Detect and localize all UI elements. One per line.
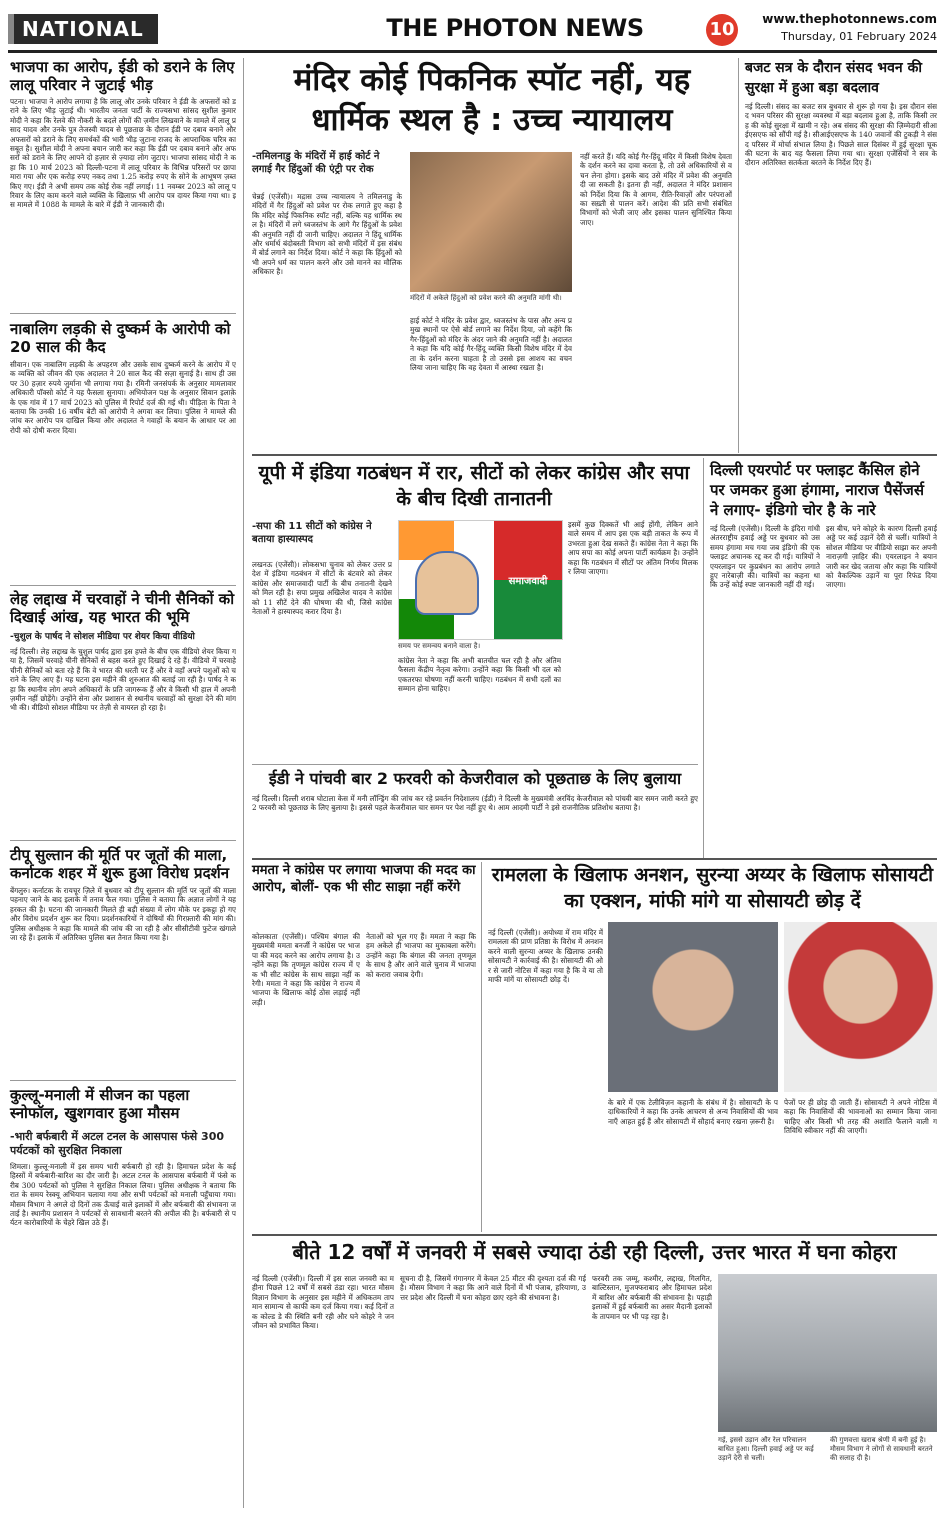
lead-body-1: चेन्नई (एजेंसी)। मद्रास उच्च न्यायालय ने तमिलनाडु के मंदिरों में गैर हिंदुओं को प्रवेश पर रोक लगाते हुए कहा है कि मंदिर कोई पिकनिक स्पॉट नहीं, बल्कि यह धार्मिक स्थल है। मंदिरों में लगे ध्वजस्तंभ के आगे गैर हिंदुओं के प्रवेश की अनुमति नहीं दी जानी चाहिए। अदालत ने हिंदू धार्मिक और धर्मार्थ बंदोबस्ती विभाग को सभी मंदिरों में इस संबंध में बोर्ड लगाने का निर्देश दिया। कोर्ट ने कहा कि हिंदुओं को भी अपने धर्म का पालन करने और उसे मानने का मौलिक अधिकार है। [252, 192, 402, 277]
divider [252, 1234, 937, 1236]
airport-body-1: नई दिल्ली (एजेंसी)। दिल्ली के इंदिरा गांधी अंतरराष्ट्रीय हवाई अड्डे पर बुधवार को उस समय हंगामा मच गया जब इंडिगो की एक फ्लाइट अचानक रद्द कर दी गई। यात्रियों ने एयरलाइन पर कुप्रबंधन का आरोप लगाते हुए नारेबाज़ी की। यात्रियों का कहना था कि उन्हें कोई स्पष्ट जानकारी नहीं दी गई। [710, 524, 820, 590]
photo-caption: की गुणवत्ता खराब श्रेणी में बनी हुई है। मौसम विभाग ने लोगों से सावधानी बरतने की सलाह दी है। [830, 1436, 933, 1462]
column-divider [738, 58, 739, 453]
lead-body-2: हाई कोर्ट ने मंदिर के प्रवेश द्वार, ध्वजस्तंभ के पास और अन्य प्रमुख स्थानों पर ऐसे बोर्ड लगाने का निर्देश दिया, जो कहेंगे कि गैर-हिंदुओं को मंदिर के अंदर जाने की अनुमति नहीं है। अदालत ने कहा कि यदि कोई गैर-हिंदू व्यक्ति किसी विशेष मंदिर में देवता के दर्शन करना चाहता है तो उससे इस आशय का वचन लिया जाना चाहिए कि वह देवता में आस्था रखता है। [410, 316, 572, 373]
newspaper-logo: THE PHOTON NEWS [386, 14, 644, 42]
kicker: -भारी बर्फबारी में अटल टनल के आसपास फंसे 300 पर्यटकों को सुरक्षित निकाला [10, 1130, 224, 1157]
india-body-3: इसमें कुछ दिक्कतें भी आई होंगी, लेकिन आने वाले समय में आप इस एक बड़ी ताकत के रूप में उभरता हुआ देख सकते हैं। कांग्रेस नेता ने कहा कि आप सपा का कोई अपना पार्टी कार्यक्रम है। उन्होंने कहा कि गठबंधन में सीटों पर अंतिम निर्णय मिलकर लिया जाएगा। [568, 520, 698, 577]
divider [10, 313, 236, 314]
story-body: पटना। भाजपा ने आरोप लगाया है कि लालू और उनके परिवार ने ईडी के अफसरों को डराने के लिए भीड़ जुटाई थी। भारतीय जनता पार्टी के राज्यसभा सांसद सुशील कुमार मोदी ने कहा कि रेलवे की नौकरी के बदले लोगों की ज़मीन लिखवाने के मामले में लालू प्रसाद यादव और उनके पुत्र तेजस्वी यादव से पूछताछ के दौरान ईडी पर दबाव बनाने और अफसरों को डराने के लिए समर्थकों की भारी भीड़ जुटाना राजद के आपराधिक चरित्र का सबूत है। सुशील मोदी ने अपना बयान जारी कर कहा कि ईडी पर दबाव बनाने और अफसरों को डराने के लिए आपने दो हज़ार से ज़्यादा लोग जुटाए। भाजपा सांसद मोदी ने कहा कि 10 मार्च 2023 को दिल्ली-पटना में लालू परिवार के विभिन्न परिसरों पर छापा मारा गया और एक करोड़ रुपए नकद तथा 1.25 करोड़ रुपए के सोने के आभूषण ज़ब्त किए गए। ईडी ने अभी समय तक कोई रोक नहीं लगाई। 11 नवम्बर 2023 को लालू परिवार के लिए काम करने वाले व्यक्ति के खिलाफ़ भी आरोप पत्र दायर किया गया था। इस मामले में 1088 के मामले के बारे में ईडी ने जानकारी दी। [10, 97, 236, 210]
cold-headline: बीते 12 वर्षों में जनवरी में सबसे ज्यादा ठंडी रही दिल्ली, उत्तर भारत में घना कोहरा [292, 1240, 897, 1264]
ramlala-body-2: के बारे में एक टेलीविज़न कहानी के संबंध में है। सोसायटी के पदाधिकारियों ने कहा कि उनके आचरण से अन्य निवासियों की भावनाएँ आहत हुई हैं और सोसायटी में सौहार्द बनाए रखना ज़रूरी है। [608, 1098, 778, 1126]
story-body: नई दिल्ली। संसद का बजट सत्र बुधवार से शुरू हो गया है। इस दौरान संसद भवन परिसर की सुरक्षा व्यवस्था में बड़ा बदलाव हुआ है, ताकि किसी तरह की कोई सुरक्षा में खामी न रहे। अब संसद की सुरक्षा की ज़िम्मेदारी सीआईएसएफ को सौंपी गई है। सीआईएसएफ के 140 जवानों की टुकड़ी ने संसद परिसर में मोर्चा संभाल लिया है। पिछले साल दिसंबर में हुई सुरक्षा चूक की घटना के बाद यह फैसला लिया गया था। सुरक्षा एजेंसियों ने सत्र के दौरान अतिरिक्त सतर्कता बरतने के निर्देश दिए हैं। [745, 102, 937, 168]
photo-caption: समय पर समन्वय बनाने वाला है। [398, 642, 481, 650]
story-body: नई दिल्ली। लेह लद्दाख के चुशुल पार्षद द्वारा इस हफ्ते के बीच एक वीडियो शेयर किया गया है, जिसमें चरवाहे चीनी सैनिकों से बहस करते हुए दिखाई दे रहे हैं। वीडियो में चरवाहे चीनी सैनिकों को बता रहे हैं कि वे भारत की धरती पर हैं और वे वहाँ अपने पशुओं को चराने के लिए आए हैं। यह घटना इस महीने की शुरुआत की बताई जा रही है। पार्षद ने कहा कि स्थानीय लोग अपने अधिकारों के प्रति जागरूक हैं और वे किसी भी हाल में अपनी ज़मीन नहीं छोड़ेंगे। उन्होंने सेना और प्रशासन से स्थानीय चरवाहों को सुरक्षा देने की मांग भी की। वीडियो सोशल मीडिया पर तेज़ी से वायरल हो रहा है। [10, 647, 236, 713]
airport-headline: दिल्ली एयरपोर्ट पर फ्लाइट कैंसिल होने पर जमकर हुआ हंगामा, नाराज पैसेंजर्स ने लगाए- इंडिगो चोर है के नारे [710, 461, 924, 519]
column-divider [703, 458, 704, 858]
lead-headline: मंदिर कोई पिकनिक स्पॉट नहीं, यह धार्मिक स्थल है : उच्च न्यायालय [293, 62, 691, 138]
photo-caption: मंदिरों में अकेले हिंदुओं को प्रवेश करने की अनुमति मांगी थी। [410, 294, 562, 302]
page-number: 10 [706, 14, 738, 46]
hand-symbol-icon [415, 551, 479, 615]
kicker: -चुशुल के पार्षद ने सोशल मीडिया पर शेयर किया वीडियो [10, 632, 195, 642]
story-lalu [10, 58, 236, 255]
cold-body-1: नई दिल्ली (एजेंसी)। दिल्ली में इस साल जनवरी का महीना पिछले 12 वर्षों में सबसे ठंडा रहा। भारत मौसम विज्ञान विभाग के अनुसार इस महीने में अधिकतम तापमान सामान्य से काफी कम दर्ज किया गया। कई दिनों तक कोल्ड डे की स्थिति बनी रही और घने कोहरे ने जनजीवन को प्रभावित किया। [252, 1274, 394, 1331]
column-divider [481, 862, 482, 1232]
website-link[interactable]: www.thephotonnews.com [762, 12, 937, 26]
headline: लेह लद्दाख में चरवाहों ने चीनी सैनिकों को दिखाई आंख, यह भारत की भूमि [10, 590, 235, 626]
suranya-aiyar-photo [784, 922, 937, 1092]
airport-body-2: इस बीच, घने कोहरे के कारण दिल्ली हवाई अड्डे पर कई उड़ानें देरी से चलीं। यात्रियों ने सोशल मीडिया पर वीडियो साझा कर अपनी नाराज़गी ज़ाहिर की। एयरलाइन ने बयान जारी कर खेद जताया और कहा कि यात्रियों को वैकल्पिक उड़ानें या पूरा रिफंड दिया जाएगा। [826, 524, 937, 590]
ed-headline: ईडी ने पांचवी बार 2 फरवरी को केजरीवाल को पूछताछ के लिए बुलाया [268, 769, 682, 788]
headline: कुल्लू-मनाली में सीजन का पहला स्नोफॉल, खुशगवार हुआ मौसम [10, 1086, 190, 1122]
masthead-rule [8, 50, 937, 53]
headline: नाबालिग लड़की से दुष्कर्म के आरोपी को 20 साल की कैद [10, 320, 231, 356]
lead-kicker: -तमिलनाडु के मंदिरों में हाई कोर्ट ने लगाई गैर हिंदुओं की एंट्री पर रोक [252, 151, 380, 175]
divider [252, 858, 937, 860]
story-pocso [10, 320, 236, 540]
headline: भाजपा का आरोप, ईडी को डराने के लिए लालू परिवार ने जुटाई भीड़ [10, 58, 235, 94]
sp-flag-text: समाजवादी [508, 576, 548, 587]
divider [252, 764, 698, 765]
divider [10, 1080, 236, 1081]
column-divider [243, 58, 244, 1508]
fog-photo [718, 1274, 937, 1432]
section-label: NATIONAL [8, 14, 158, 44]
congress-sp-flags [398, 520, 563, 640]
mamata-body-1: कोलकाता (एजेंसी)। पश्चिम बंगाल की मुख्यमंत्री ममता बनर्जी ने कांग्रेस पर भाजपा की मदद करने का आरोप लगाया है। उन्होंने कहा कि तृणमूल कांग्रेस राज्य में एक भी सीट कांग्रेस के साथ साझा नहीं करेगी। ममता ने कहा कि कांग्रेस ने राज्य में भाजपा के खिलाफ कोई ठोस लड़ाई नहीं लड़ी। [252, 932, 360, 1007]
headline: बजट सत्र के दौरान संसद भवन की सुरक्षा में हुआ बड़ा बदलाव [745, 60, 922, 96]
issue-date: Thursday, 01 February 2024 [781, 30, 937, 43]
ed-body: नई दिल्ली। दिल्ली शराब घोटाला केस में मनी लॉन्ड्रिंग की जांच कर रहे प्रवर्तन निदेशालय (ईडी) ने दिल्ली के मुख्यमंत्री अरविंद केजरीवाल को पांचवी बार समन जारी करते हुए 2 फरवरी को पूछताछ के लिए बुलाया है। इससे पहले केजरीवाल चार समन पर पेश नहीं हुए थे। आम आदमी पार्टी ने इसे राजनीतिक प्रतिशोध बताया है। [252, 794, 698, 813]
ramlala-headline: रामलला के खिलाफ अनशन, सुरन्या अय्यर के खिलाफ सोसायटी का एक्शन, मांफी मांगे या सोसायटी छोड़ दें [491, 864, 934, 912]
india-kicker: -सपा की 11 सीटों को कांग्रेस ने बताया हास्यास्पद [252, 521, 372, 545]
story-kullu [10, 1086, 236, 1467]
india-body-1: लखनऊ (एजेंसी)। लोकसभा चुनाव को लेकर उत्तर प्रदेश में इंडिया गठबंधन में सीटों के बंटवारे को लेकर कांग्रेस और समाजवादी पार्टी के बीच तनातनी देखने को मिल रही है। सपा प्रमुख अखिलेश यादव ने कांग्रेस को 11 सीटें देने की घोषणा की थी, जिसे कांग्रेस नेताओं ने हास्यास्पद करार दिया है। [252, 560, 392, 617]
divider [10, 840, 236, 841]
lead-body-3: नहीं करते हैं। यदि कोई गैर-हिंदू मंदिर में किसी विशेष देवता के दर्शन करने का दावा करता है, तो उसे अधिकारियों से वचन लेना होगा। इसके बाद उसे मंदिर में प्रवेश की अनुमति दी जा सकती है। इतना ही नहीं, अदालत ने मंदिर प्रशासन को निर्देश दिया कि वे आगम, रीति-रिवाज़ों और परंपराओं का सख़्ती से पालन करें। आदेश की प्रति सभी संबंधित विभागों को भेजी जाए और इसका पालन सुनिश्चित किया जाए। [580, 152, 732, 227]
cold-body-3: फरवरी तक जम्मू, कश्मीर, लद्दाख, गिलगित, बाल्टिस्तान, मुजफ्फराबाद और हिमाचल प्रदेश में बारिश और बर्फबारी की संभावना है। पहाड़ी इलाकों में हुई बर्फबारी का असर मैदानी इलाकों के तापमान पर भी पड़ रहा है। [592, 1274, 712, 1321]
divider [252, 454, 937, 456]
mamata-body-2: नेताओं को भूल गए हैं। ममता ने कहा कि हम अकेले ही भाजपा का मुकाबला करेंगे। उन्होंने कहा कि बंगाल की जनता तृणमूल के साथ है और आने वाले चुनाव में भाजपा को करारा जवाब देगी। [366, 932, 476, 979]
story-ladakh [10, 590, 236, 817]
cold-body-2: सूचना दी है, जिसमें गंगानगर में केवल 25 मीटर की दृश्यता दर्ज की गई है। मौसम विभाग ने कहा कि आने वाले दिनों में भी पंजाब, हरियाणा, उत्तर प्रदेश और दिल्ली में घना कोहरा छाए रहने की संभावना है। [400, 1274, 586, 1302]
ramlala-body-1: नई दिल्ली (एजेंसी)। अयोध्या में राम मंदिर में रामलला की प्राण प्रतिष्ठा के विरोध में अनशन करने वाली सुरन्या अय्यर के खिलाफ उनकी सोसायटी ने कार्रवाई की है। सोसायटी की ओर से जारी नोटिस में कहा गया है कि वे या तो माफी मांगें या सोसायटी छोड़ दें। [488, 928, 603, 985]
story-body: शिमला। कुल्लू-मनाली में इस समय भारी बर्फबारी हो रही है। हिमाचल प्रदेश के कई हिस्सों में बर्फबारी-बारिश का दौर जारी है। अटल टनल के आसपास बर्फबारी में फंसे करीब 300 पर्यटकों को पुलिस ने सुरक्षित निकाल लिया। पुलिस अधीक्षक ने बताया कि रात के समय रेस्क्यू अभियान चलाया गया और सभी पर्यटकों को मनाली पहुँचाया गया। मौसम विभाग ने अगले दो दिनों तक ऊँचाई वाले इलाकों में और बर्फबारी की संभावना जताई है। स्थानीय प्रशासन ने पर्यटकों से सावधानी बरतने की अपील की है। बर्फबारी से पर्यटन कारोबारियों के चेहरे खिल उठे हैं। [10, 1162, 236, 1228]
court-photo [410, 152, 572, 292]
story-body: बेंगलुरु। कर्नाटक के रायचूर ज़िले में बुधवार को टीपू सुल्तान की मूर्ति पर जूतों की माला पहनाए जाने के बाद इलाके में तनाव फैल गया। पुलिस ने बताया कि अज्ञात लोगों ने यह हरकत की है। घटना की जानकारी मिलते ही बड़ी संख्या में लोग मौके पर इकट्ठा हो गए और विरोध प्रदर्शन शुरू कर दिया। प्रदर्शनकारियों ने दोषियों की गिरफ़्तारी की मांग की। पुलिस अधीक्षक ने कहा कि मामले की जांच की जा रही है और सीसीटीवी फुटेज खंगाले जा रहे हैं। इलाके में अतिरिक्त पुलिस बल तैनात किया गया है। [10, 886, 236, 943]
india-headline: यूपी में इंडिया गठबंधन में रार, सीटों को लेकर कांग्रेस और सपा के बीच दिखी तानातनी [258, 462, 690, 510]
mamata-headline: ममता ने कांग्रेस पर लगाया भाजपा की मदद का आरोप, बोलीं- एक भी सीट साझा नहीं करेंगे [252, 863, 476, 895]
photo-caption: गई, इससे उड़ान और रेल परिचालन बाधित हुआ। दिल्ली हवाई अड्डे पर कई उड़ानें देरी से चलीं। [718, 1436, 814, 1462]
ramlala-body-3: पेजों पर ही छोड़ दी जाती हैं। सोसायटी ने अपने नोटिस में कहा कि निवासियों की भावनाओं का सम्मान किया जाना चाहिए और किसी भी तरह की अशांति फैलाने वाली गतिविधि स्वीकार नहीं की जाएगी। [784, 1098, 937, 1136]
story-budget [745, 58, 937, 432]
divider [10, 585, 236, 586]
story-body: सीवान। एक नाबालिग लड़की के अपहरण और उसके साथ दुष्कर्म करने के आरोप में एक व्यक्ति को जीवन की एक अदालत ने 20 साल कैद की सज़ा सुनाई है। साथ ही उस पर 30 हज़ार रुपये जुर्माना भी लगाया गया है। रमिनी जनसंपर्क के अनुसार मामलावार अधिकारी पॉक्सो कोर्ट ने यह फैसला सुनाया। अभियोजन पक्ष के अनुसार सिवान इलाक़े के एक गांव में 17 मार्च 2023 को पुलिस में रिपोर्ट दर्ज की गई थी। पीड़िता के पिता ने बताया कि उनकी 16 वर्षीय बेटी को आरोपी ने अगवा कर लिया। पुलिस ने मामले की जांच कर आरोप पत्र दाखिल किया और अदालत ने गवाहों के बयान के आधार पर आरोपी को दोषी करार दिया। [10, 360, 236, 435]
mani-shankar-aiyar-photo [608, 922, 778, 1092]
headline: टीपू सुल्तान की मूर्ति पर जूतों की माला, कर्नाटक शहर में शुरू हुआ विरोध प्रदर्शन [10, 846, 230, 882]
india-body-2: कांग्रेस नेता ने कहा कि अभी बातचीत चल रही है और अंतिम फैसला केंद्रीय नेतृत्व करेगा। उन्होंने कहा कि किसी भी दल को एकतरफा घोषणा नहीं करनी चाहिए। गठबंधन में सभी दलों का सम्मान होना चाहिए। [398, 656, 561, 694]
story-tipu [10, 846, 236, 1066]
